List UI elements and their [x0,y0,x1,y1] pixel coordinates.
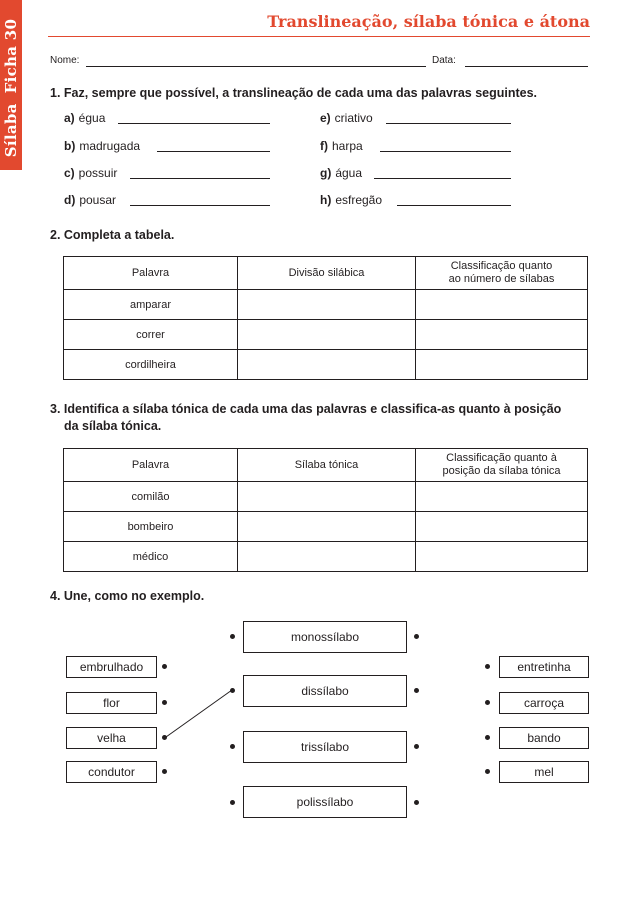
question-1: 1. Faz, sempre que possível, a translineação de cada uma das palavras seguintes. [50,86,538,100]
col-header-division: Divisão silábica [238,257,416,290]
col-header-word: Palavra [64,257,238,290]
q1-item-g: g) água [320,166,363,180]
table-row-word: comilão [64,482,238,512]
question-3-line-2: da sílaba tónica. [64,419,162,433]
question-4: 4. Une, como no exemplo. [50,589,205,603]
table-row-word: médico [64,542,238,572]
left-box-velha: velha [66,727,157,749]
col-header-classification: Classificação quanto ao número de sílabas [416,257,588,290]
date-label: Data: [432,55,456,66]
q1-item-f: f) harpa [320,139,363,153]
col-header-word: Palavra [64,449,238,482]
sidebar-sub: Sílaba [2,103,20,158]
center-box-polissilabo: polissílabo [243,786,407,818]
center-box-monossilabo: monossílabo [243,621,407,653]
name-label: Nome: [50,55,80,66]
center-box-trissilabo: trissílabo [243,731,407,763]
table-row-word: correr [64,320,238,350]
right-box-mel: mel [499,761,589,783]
question-3-line-1: 3. Identifica a sílaba tónica de cada uma das palavras e classifica-as quanto à posição [50,402,562,416]
q1-item-d: d) pousar [64,193,117,207]
center-box-dissilabo: dissílabo [243,675,407,707]
right-box-bando: bando [499,727,589,749]
left-box-condutor: condutor [66,761,157,783]
q1-item-b: b) madrugada [64,139,141,153]
table-row-word: cordilheira [64,350,238,380]
q1-item-h: h) esfregão [320,193,383,207]
q1-item-a: a) égua [64,111,106,125]
page-title: Translineação, sílaba tónica e átona [267,12,590,31]
col-header-classification: Classificação quanto à posição da sílaba tónica [416,449,588,482]
table-row-word: bombeiro [64,512,238,542]
q1-item-e: e) criativo [320,111,373,125]
right-box-carroca: carroça [499,692,589,714]
question-2: 2. Completa a tabela. [50,228,175,242]
sidebar-ficha: Ficha 30 [2,18,20,94]
table-row-word: amparar [64,290,238,320]
q1-item-c: c) possuir [64,166,118,180]
right-box-entretinha: entretinha [499,656,589,678]
col-header-stressed-syllable: Sílaba tónica [238,449,416,482]
left-box-embrulhado: embrulhado [66,656,157,678]
left-box-flor: flor [66,692,157,714]
